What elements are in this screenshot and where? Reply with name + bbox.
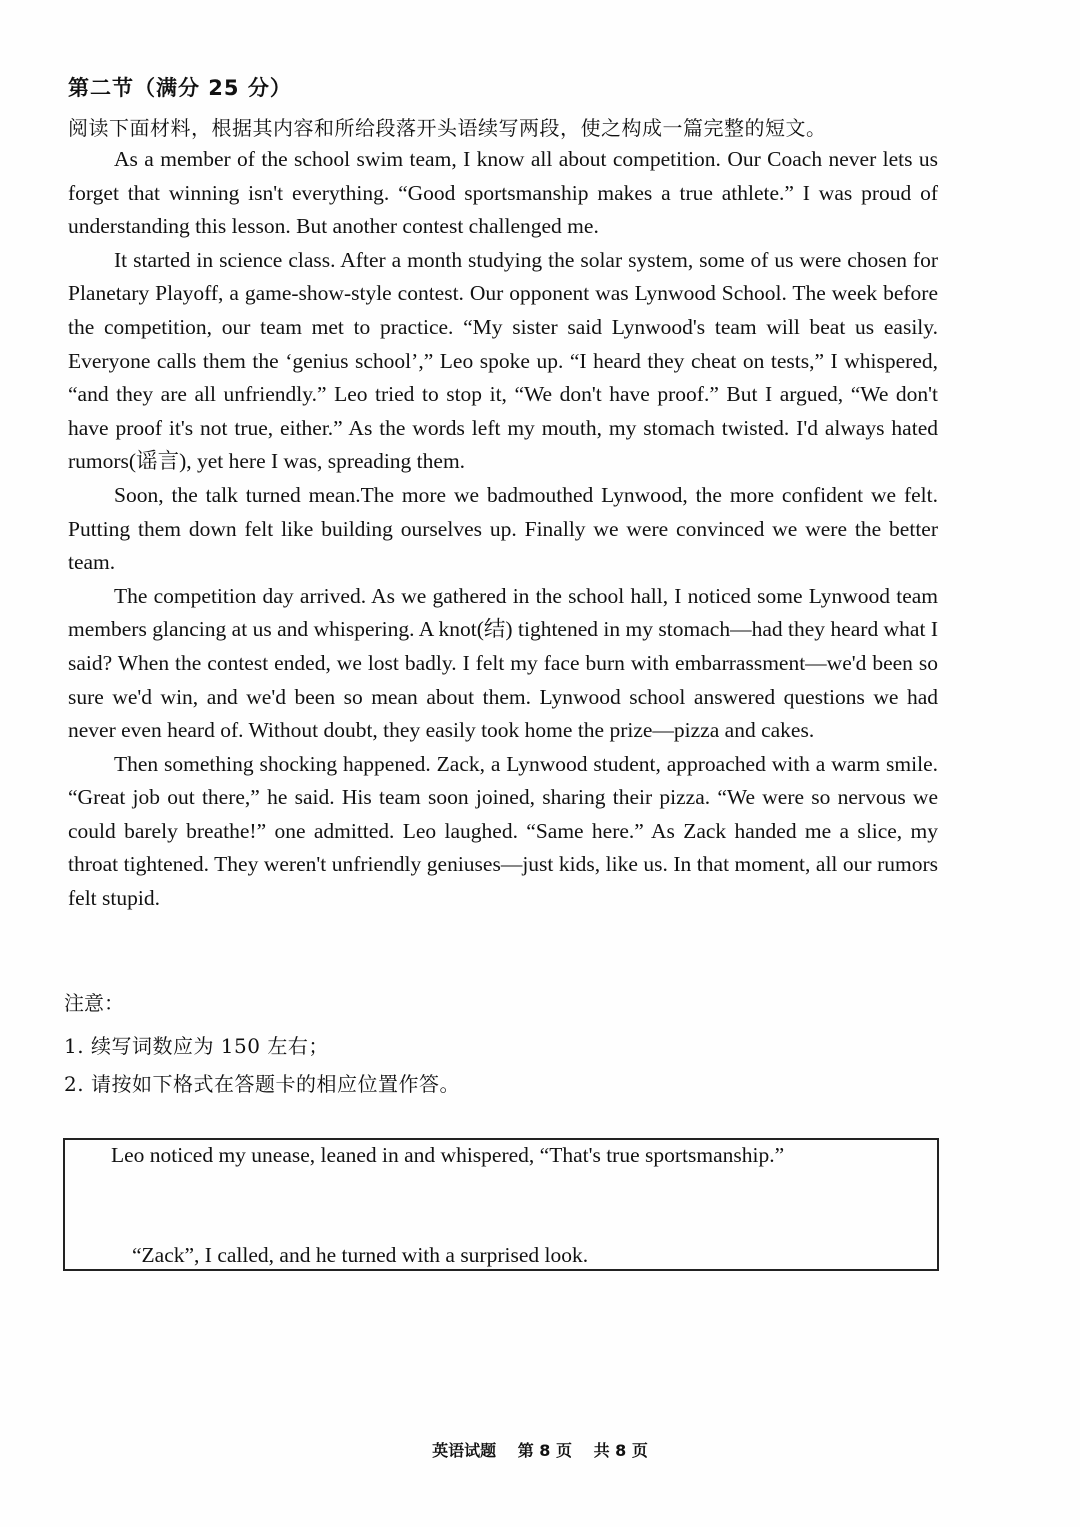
footer-page-number: 第 8 页 [517, 1441, 572, 1460]
paragraph-opener-1: Leo noticed my unease, leaned in and whispered, “That's true sportsmanship.” [111, 1143, 785, 1167]
reading-passage [68, 143, 938, 916]
paragraph-opener-2: “Zack”, I called, and he turned with a surprised look. [132, 1243, 589, 1267]
page-footer [0, 1438, 1080, 1461]
section-instruction: 阅读下面材料，根据其内容和所给段落开头语续写两段，使之构成一篇完整的短文。 [68, 116, 827, 140]
footer-total-pages: 共 8 页 [593, 1441, 648, 1460]
notes-title: 注意： [64, 991, 124, 1015]
footer-subject: 英语试题 [432, 1441, 497, 1460]
passage-paragraph: As a member of the school swim team, I know all about competition. Our Coach never lets us forget that winning isn't everything. “Good sportsmanship makes a true athlete.” I was proud of understanding this lesson. But another contest challenged me. [68, 147, 938, 239]
section-title: 第二节（满分 25 分） [68, 76, 292, 100]
note-item-answer-format: 2. 请按如下格式在答题卡的相应位置作答。 [64, 1072, 460, 1096]
passage-paragraph: The competition day arrived. As we gathered in the school hall, I noticed some Lynwood team members glancing at us and whispering. A knot(结) tightened in my stomach—had they heard what I said? When the contest ended, we lost badly. I felt my face burn with embarrassment—we'd been so sure we'd win, and we'd been so mean about them. Lynwood school answered questions we had never even heard of. Without doubt, they easily took home the prize—pizza and cakes. [68, 583, 938, 743]
passage-paragraph: Soon, the talk turned mean.The more we badmouthed Lynwood, the more confident we felt. Putting them down felt like building ourselves up. Finally we were convinced we were the better team. [68, 482, 938, 575]
passage-paragraph: It started in science class. After a month studying the solar system, some of us were chosen for Planetary Playoff, a game-show-style contest. Our opponent was Lynwood School. The week before the competition, our team met to practice. “My sister said Lynwood's team will beat us easily. Everyone calls them the ‘genius school’,” Leo spoke up. “I heard they cheat on tests,” I whispered, “and they are all unfriendly.” Leo tried to stop it, “We don't have proof.” But I argued, “We don't have proof it's not true, either.” As the words left my mouth, my stomach twisted. I'd always hated rumors(谣言), yet here I was, spreading them. [68, 247, 938, 474]
note-item-word-count: 1. 续写词数应为 150 左右； [64, 1034, 329, 1058]
passage-paragraph: Then something shocking happened. Zack, a Lynwood student, approached with a warm smile. “Great job out there,” he said. His team soon joined, sharing their pizza. “We were so nervous we could barely breathe!” one admitted. Leo laughed. “Same here.” As Zack handed me a slice, my throat tightened. They weren't unfriendly geniuses—just kids, like us. In that moment, all our rumors felt stupid. [68, 751, 938, 911]
answer-format-box [63, 1138, 939, 1271]
